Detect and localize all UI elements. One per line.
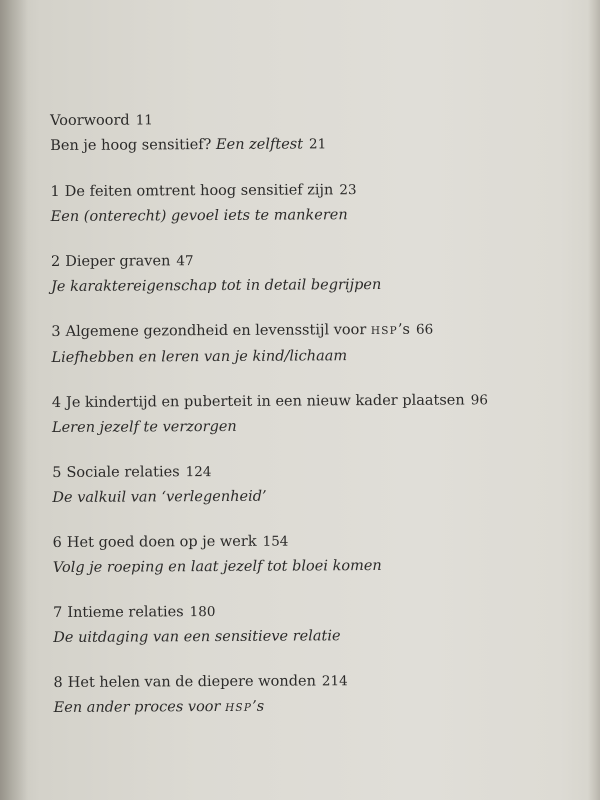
chapter-page-number: 214 [321, 673, 348, 690]
chapter-title [51, 317, 581, 346]
gutter-shadow [0, 0, 28, 800]
chapter-page-number: 154 [262, 533, 289, 550]
chapter-subtitle: De valkuil van ‘verlegenheid’ [52, 488, 267, 506]
chapter-number: 3 [51, 323, 61, 340]
chapter-number: 5 [52, 464, 62, 481]
toc-entry-voorwoord [50, 106, 580, 134]
entry-title: Voorwoord [50, 112, 130, 129]
chapter-number: 1 [50, 183, 60, 200]
toc-chapter-7 [53, 598, 583, 651]
chapter-subtitle: Leren jezelf te verzorgen [51, 418, 237, 436]
entry-page-number: 11 [135, 112, 153, 129]
entry-title: Ben je hoog sensitief? [50, 137, 212, 154]
hsp-abbreviation: HSP [370, 324, 398, 338]
toc-chapter-4 [52, 388, 582, 441]
page-edge [588, 0, 600, 800]
toc-chapter-1 [50, 177, 580, 230]
chapter-number: 7 [53, 604, 63, 621]
toc-chapter-3 [51, 317, 581, 371]
chapter-title [50, 177, 580, 205]
toc-chapter-2 [51, 247, 581, 300]
chapter-number: 2 [50, 253, 61, 270]
chapter-title-text: Je kindertijd en puberteit in een nieuw kader plaatsen [65, 392, 465, 411]
chapter-number: 6 [52, 534, 62, 551]
table-of-contents [50, 106, 584, 742]
chapter-title [52, 458, 582, 486]
chapter-title-suffix: ’s [397, 321, 410, 338]
toc-chapter-8 [53, 668, 583, 722]
chapter-title-text: Algemene gezondheid en levensstijl voor [65, 322, 367, 340]
chapter-subtitle-text: Een ander proces voor [53, 698, 221, 716]
chapter-page-number: 66 [415, 321, 434, 338]
entry-page-number: 21 [308, 136, 327, 153]
chapter-title [51, 247, 581, 275]
chapter-subtitle: Liefhebben en leren van je kind/lichaam [51, 348, 348, 366]
chapter-number: 4 [51, 394, 62, 411]
chapter-subtitle: Volg je roeping en laat jezelf tot bloei komen [52, 557, 382, 576]
entry-subtitle: Een zelftest [215, 136, 304, 153]
chapter-title-text: Dieper graven [65, 253, 171, 270]
chapter-title [53, 668, 583, 696]
hsp-abbreviation: HSP [225, 701, 253, 714]
chapter-title [53, 528, 583, 556]
chapter-title [53, 598, 583, 626]
chapter-title-text: Sociale relaties [66, 464, 180, 481]
chapter-subtitle [54, 693, 584, 722]
chapter-title-text: Het helen van de diepere wonden [67, 673, 316, 691]
chapter-title [52, 388, 582, 416]
toc-chapter-5 [52, 458, 582, 511]
chapter-page-number: 124 [185, 464, 212, 481]
chapter-subtitle-suffix: ’s [252, 698, 265, 715]
toc-chapter-6 [53, 528, 583, 581]
chapter-title-text: De feiten omtrent hoog sensitief zijn [64, 182, 334, 200]
chapter-title-text: Het goed doen op je werk [66, 533, 257, 551]
chapter-page-number: 96 [470, 392, 488, 409]
chapter-number: 8 [53, 674, 63, 691]
chapter-subtitle: Je karaktereigenschap tot in detail begrijpen [51, 276, 382, 295]
chapter-page-number: 23 [339, 182, 357, 199]
chapter-subtitle: Een (onterecht) gevoel iets te mankeren [50, 207, 348, 225]
chapter-page-number: 47 [176, 253, 194, 270]
chapter-page-number: 180 [189, 603, 216, 621]
toc-entry-zelftest [50, 131, 580, 159]
front-matter [50, 106, 580, 159]
chapter-subtitle: De uitdaging van een sensitieve relatie [53, 628, 341, 646]
chapter-title-text: Intieme relaties [67, 604, 184, 621]
